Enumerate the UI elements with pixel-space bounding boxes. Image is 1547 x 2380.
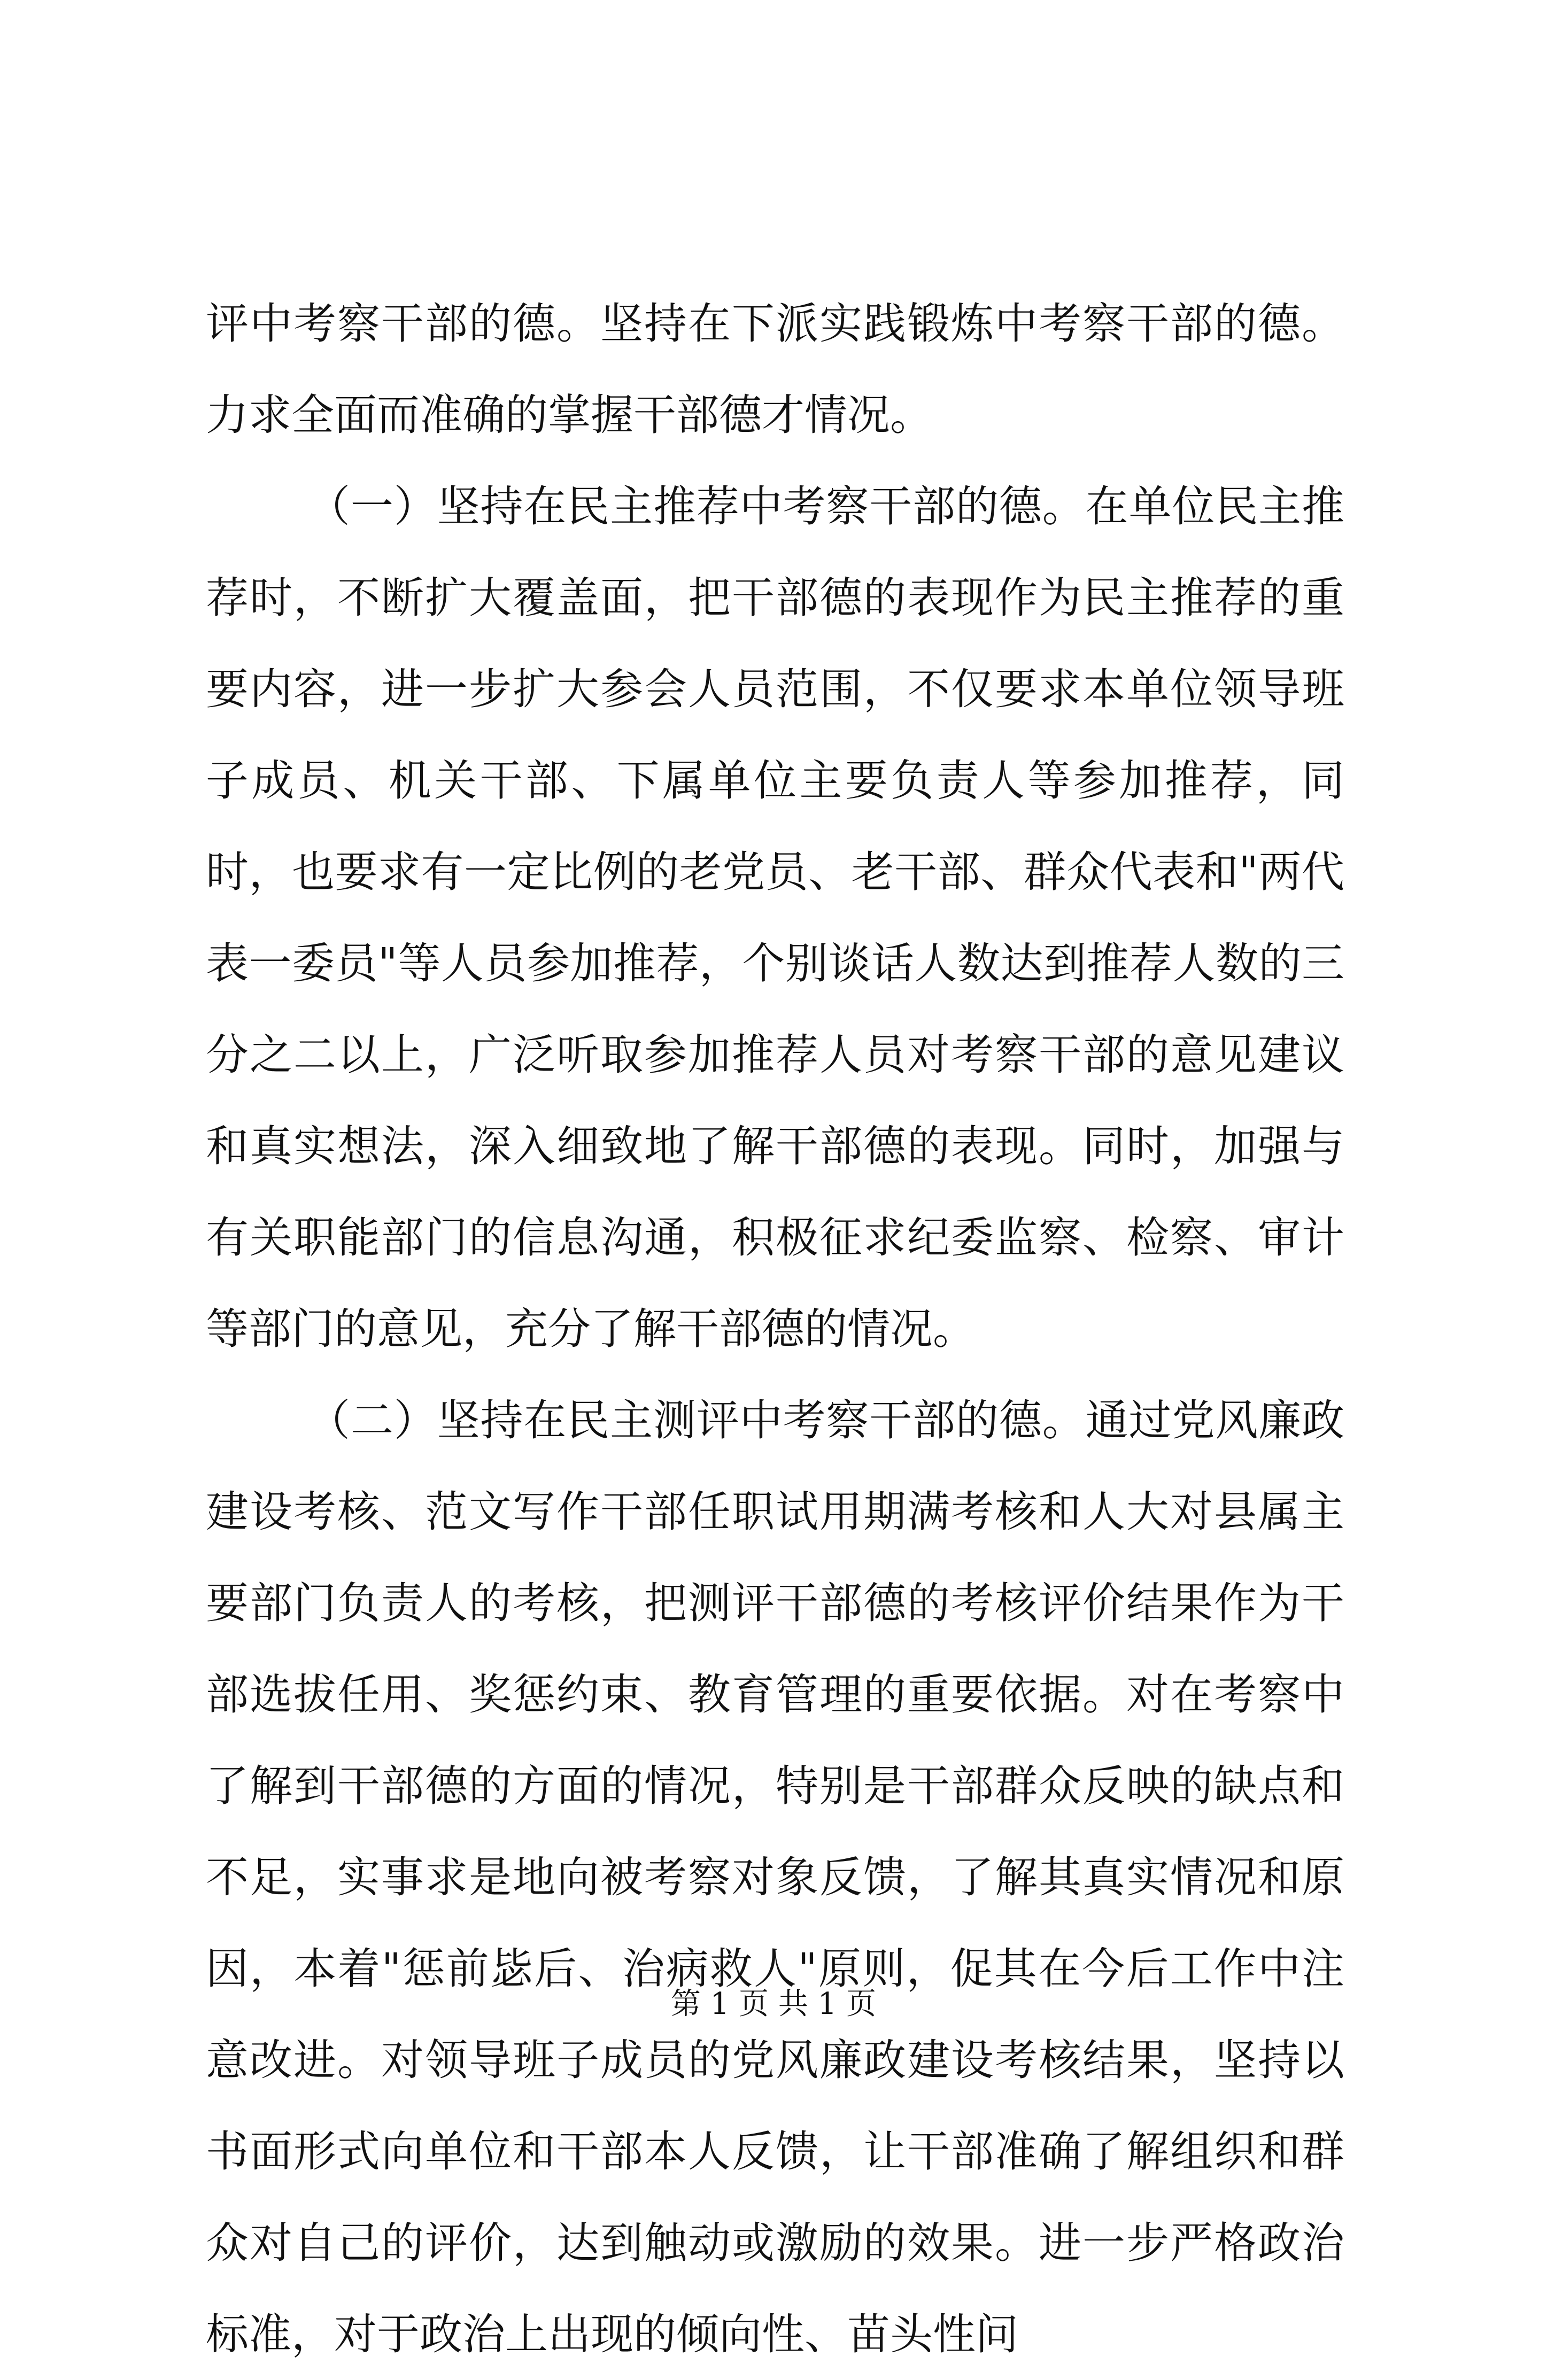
paragraph-section-1: （一）坚持在民主推荐中考察干部的德。在单位民主推荐时，不断扩大覆盖面，把干部德的表现作为民主推荐的重要内容，进一步扩大参会人员范围，不仅要求本单位领导班子成员、机关干部、下属单位主要负责人等参加推荐，同时，也要求有一定比例的老党员、老干部、群众代表和"两代表一委员"等人员参加推荐，个别谈话人数达到推荐人数的三分之二以上，广泛听取参加推荐人员对考察干部的意见建议和真实想法，深入细致地了解干部德的表现。同时，加强与有关职能部门的信息沟通，积极征求纪委监察、检察、审计等部门的意见，充分了解干部德的情况。 [206, 482, 1344, 1354]
page-footer [0, 1986, 1547, 2023]
page-number-label: 第 1 页 共 1 页 [670, 1987, 877, 2021]
document-body [206, 278, 1344, 2380]
paragraph-continuation: 评中考察干部的德。坚持在下派实践锻炼中考察干部的德。力求全面而准确的掌握干部德才情况。 [206, 299, 1344, 440]
paragraph-section-2: （二）坚持在民主测评中考察干部的德。通过党风廉政建设考核、范文写作干部任职试用期满考核和人大对县属主要部门负责人的考核，把测评干部德的考核评价结果作为干部选拔任用、奖惩约束、教育管理的重要依据。对在考察中了解到干部德的方面的情况，特别是干部群众反映的缺点和不足，实事求是地向被考察对象反馈，了解其真实情况和原因，本着"惩前毖后、治病救人"原则，促其在今后工作中注意改进。对领导班子成员的党风廉政建设考核结果，坚持以书面形式向单位和干部本人反馈，让干部准确了解组织和群众对自己的评价，达到触动或激励的效果。进一步严格政治标准，对于政治上出现的倾向性、苗头性问 [206, 1396, 1344, 2359]
